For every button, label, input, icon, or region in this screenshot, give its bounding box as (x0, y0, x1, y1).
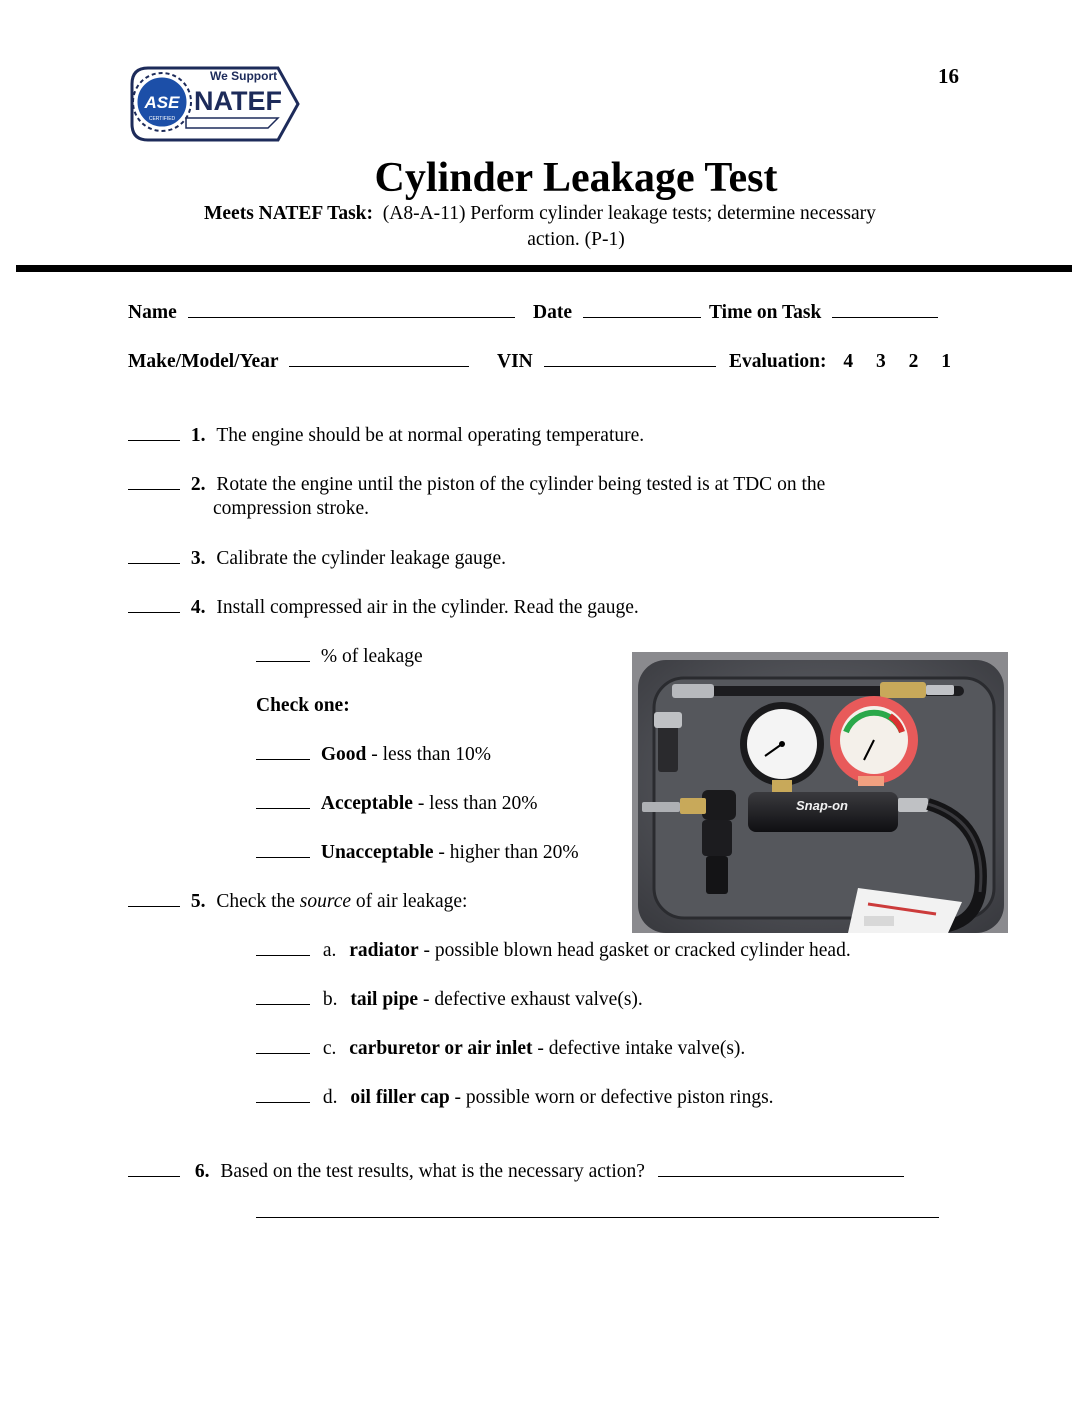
step-6-text: Based on the test results, what is the necessary action? (220, 1161, 645, 1182)
option-unacceptable-desc: - higher than 20% (438, 842, 579, 863)
step-6-blank[interactable] (128, 1176, 180, 1177)
percent-leakage-label: % of leakage (320, 646, 423, 667)
step-1-blank[interactable] (128, 440, 180, 441)
step-5-post: of air leakage: (355, 891, 468, 912)
natef-logo (128, 58, 308, 150)
step-5-blank[interactable] (128, 906, 180, 907)
task-line-1 (204, 203, 876, 225)
date-blank[interactable] (583, 317, 701, 318)
step-5-emphasis: source (299, 891, 352, 912)
source-carburetor-letter: c. (322, 1038, 337, 1059)
page-number: 16 (938, 64, 959, 88)
time-on-task-blank[interactable] (832, 317, 938, 318)
option-good-desc: - less than 10% (371, 744, 491, 765)
option-good (256, 744, 491, 766)
source-tail-pipe (256, 989, 643, 1011)
step-4-blank[interactable] (128, 612, 180, 613)
percent-leakage-blank[interactable] (256, 661, 310, 662)
step-2-num: 2. (190, 474, 206, 495)
source-oil-filler-cap (256, 1087, 774, 1109)
photo-brand-text: Snap-on (796, 798, 848, 813)
source-radiator-desc: - possible blown head gasket or cracked cylinder head. (423, 940, 851, 961)
percent-leakage (256, 646, 423, 668)
option-acceptable-label: Acceptable (320, 793, 413, 814)
source-carburetor (256, 1038, 745, 1060)
source-radiator-blank[interactable] (256, 955, 310, 956)
step-1-text: The engine should be at normal operating temperature. (216, 425, 645, 446)
source-tail-pipe-blank[interactable] (256, 1004, 310, 1005)
source-oil-filler-cap-label: oil filler cap (350, 1087, 450, 1108)
step-2-blank[interactable] (128, 489, 180, 490)
name-field (128, 302, 515, 324)
step-4-text: Install compressed air in the cylinder. Read the gauge. (216, 597, 639, 618)
source-oil-filler-cap-blank[interactable] (256, 1102, 310, 1103)
option-good-label: Good (320, 744, 367, 765)
leakage-tester-photo (632, 652, 1008, 933)
source-radiator-label: radiator (349, 940, 419, 961)
option-acceptable (256, 793, 538, 815)
source-carburetor-blank[interactable] (256, 1053, 310, 1054)
task-text-1: (A8-A-11) Perform cylinder leakage tests; determine necessary (382, 203, 876, 224)
option-acceptable-blank[interactable] (256, 808, 310, 809)
name-label: Name (128, 302, 177, 323)
step-3-num: 3. (190, 548, 206, 569)
check-one-label: Check one: (256, 695, 350, 716)
date-label: Date (533, 302, 572, 323)
step-5-num: 5. (190, 891, 206, 912)
make-model-year-label: Make/Model/Year (128, 351, 279, 372)
make-model-year-field (128, 351, 469, 373)
step-3-blank[interactable] (128, 563, 180, 564)
option-good-blank[interactable] (256, 759, 310, 760)
step-2-text-cont: compression stroke. (213, 498, 369, 519)
page-title: Cylinder Leakage Test (374, 155, 778, 201)
source-tail-pipe-letter: b. (322, 989, 338, 1010)
evaluation-score-3[interactable]: 3 (876, 351, 886, 372)
vin-field (497, 351, 716, 373)
source-radiator (256, 940, 851, 962)
logo-badge-text: ASE (144, 93, 180, 112)
step-3 (128, 548, 506, 570)
evaluation-label: Evaluation: (729, 351, 827, 372)
vin-label: VIN (497, 351, 533, 372)
time-on-task-field (709, 302, 938, 324)
step-5-pre: Check the (216, 891, 295, 912)
step-4-num: 4. (190, 597, 206, 618)
evaluation-score-1[interactable]: 1 (941, 351, 952, 372)
logo-top-text: We Support (210, 69, 278, 83)
option-unacceptable-label: Unacceptable (320, 842, 434, 863)
source-oil-filler-cap-letter: d. (322, 1087, 338, 1108)
step-5 (128, 891, 467, 913)
source-radiator-letter: a. (322, 940, 337, 961)
name-blank[interactable] (188, 317, 515, 318)
source-tail-pipe-label: tail pipe (350, 989, 419, 1010)
source-carburetor-label: carburetor or air inlet (349, 1038, 533, 1059)
evaluation-score-4[interactable]: 4 (843, 351, 854, 372)
task-label: Meets NATEF Task: (204, 203, 374, 224)
step-6-answer-line-2[interactable] (256, 1217, 939, 1218)
step-1 (128, 425, 644, 447)
logo-main-text: NATEF (194, 86, 282, 116)
step-6 (128, 1161, 904, 1183)
source-oil-filler-cap-desc: - possible worn or defective piston rings. (454, 1087, 774, 1108)
step-3-text: Calibrate the cylinder leakage gauge. (216, 548, 507, 569)
step-6-answer-blank[interactable] (658, 1176, 904, 1177)
task-text-2: action. (P-1) (527, 229, 625, 250)
evaluation-score-2[interactable]: 2 (908, 351, 919, 372)
option-unacceptable (256, 842, 579, 864)
make-model-year-blank[interactable] (289, 366, 469, 367)
source-carburetor-desc: - defective intake valve(s). (537, 1038, 746, 1059)
divider-rule (16, 265, 1072, 272)
time-on-task-label: Time on Task (709, 302, 822, 323)
step-2-text: Rotate the engine until the piston of the cylinder being tested is at TDC on the (216, 474, 826, 495)
logo-badge-subtext: CERTIFIED (148, 116, 176, 122)
vin-blank[interactable] (544, 366, 716, 367)
step-6-num: 6. (194, 1161, 210, 1182)
evaluation-field (729, 351, 951, 373)
source-tail-pipe-desc: - defective exhaust valve(s). (422, 989, 643, 1010)
option-unacceptable-blank[interactable] (256, 857, 310, 858)
step-4 (128, 597, 639, 619)
step-2 (128, 474, 825, 496)
step-1-num: 1. (190, 425, 206, 446)
option-acceptable-desc: - less than 20% (417, 793, 538, 814)
date-field (533, 302, 701, 324)
